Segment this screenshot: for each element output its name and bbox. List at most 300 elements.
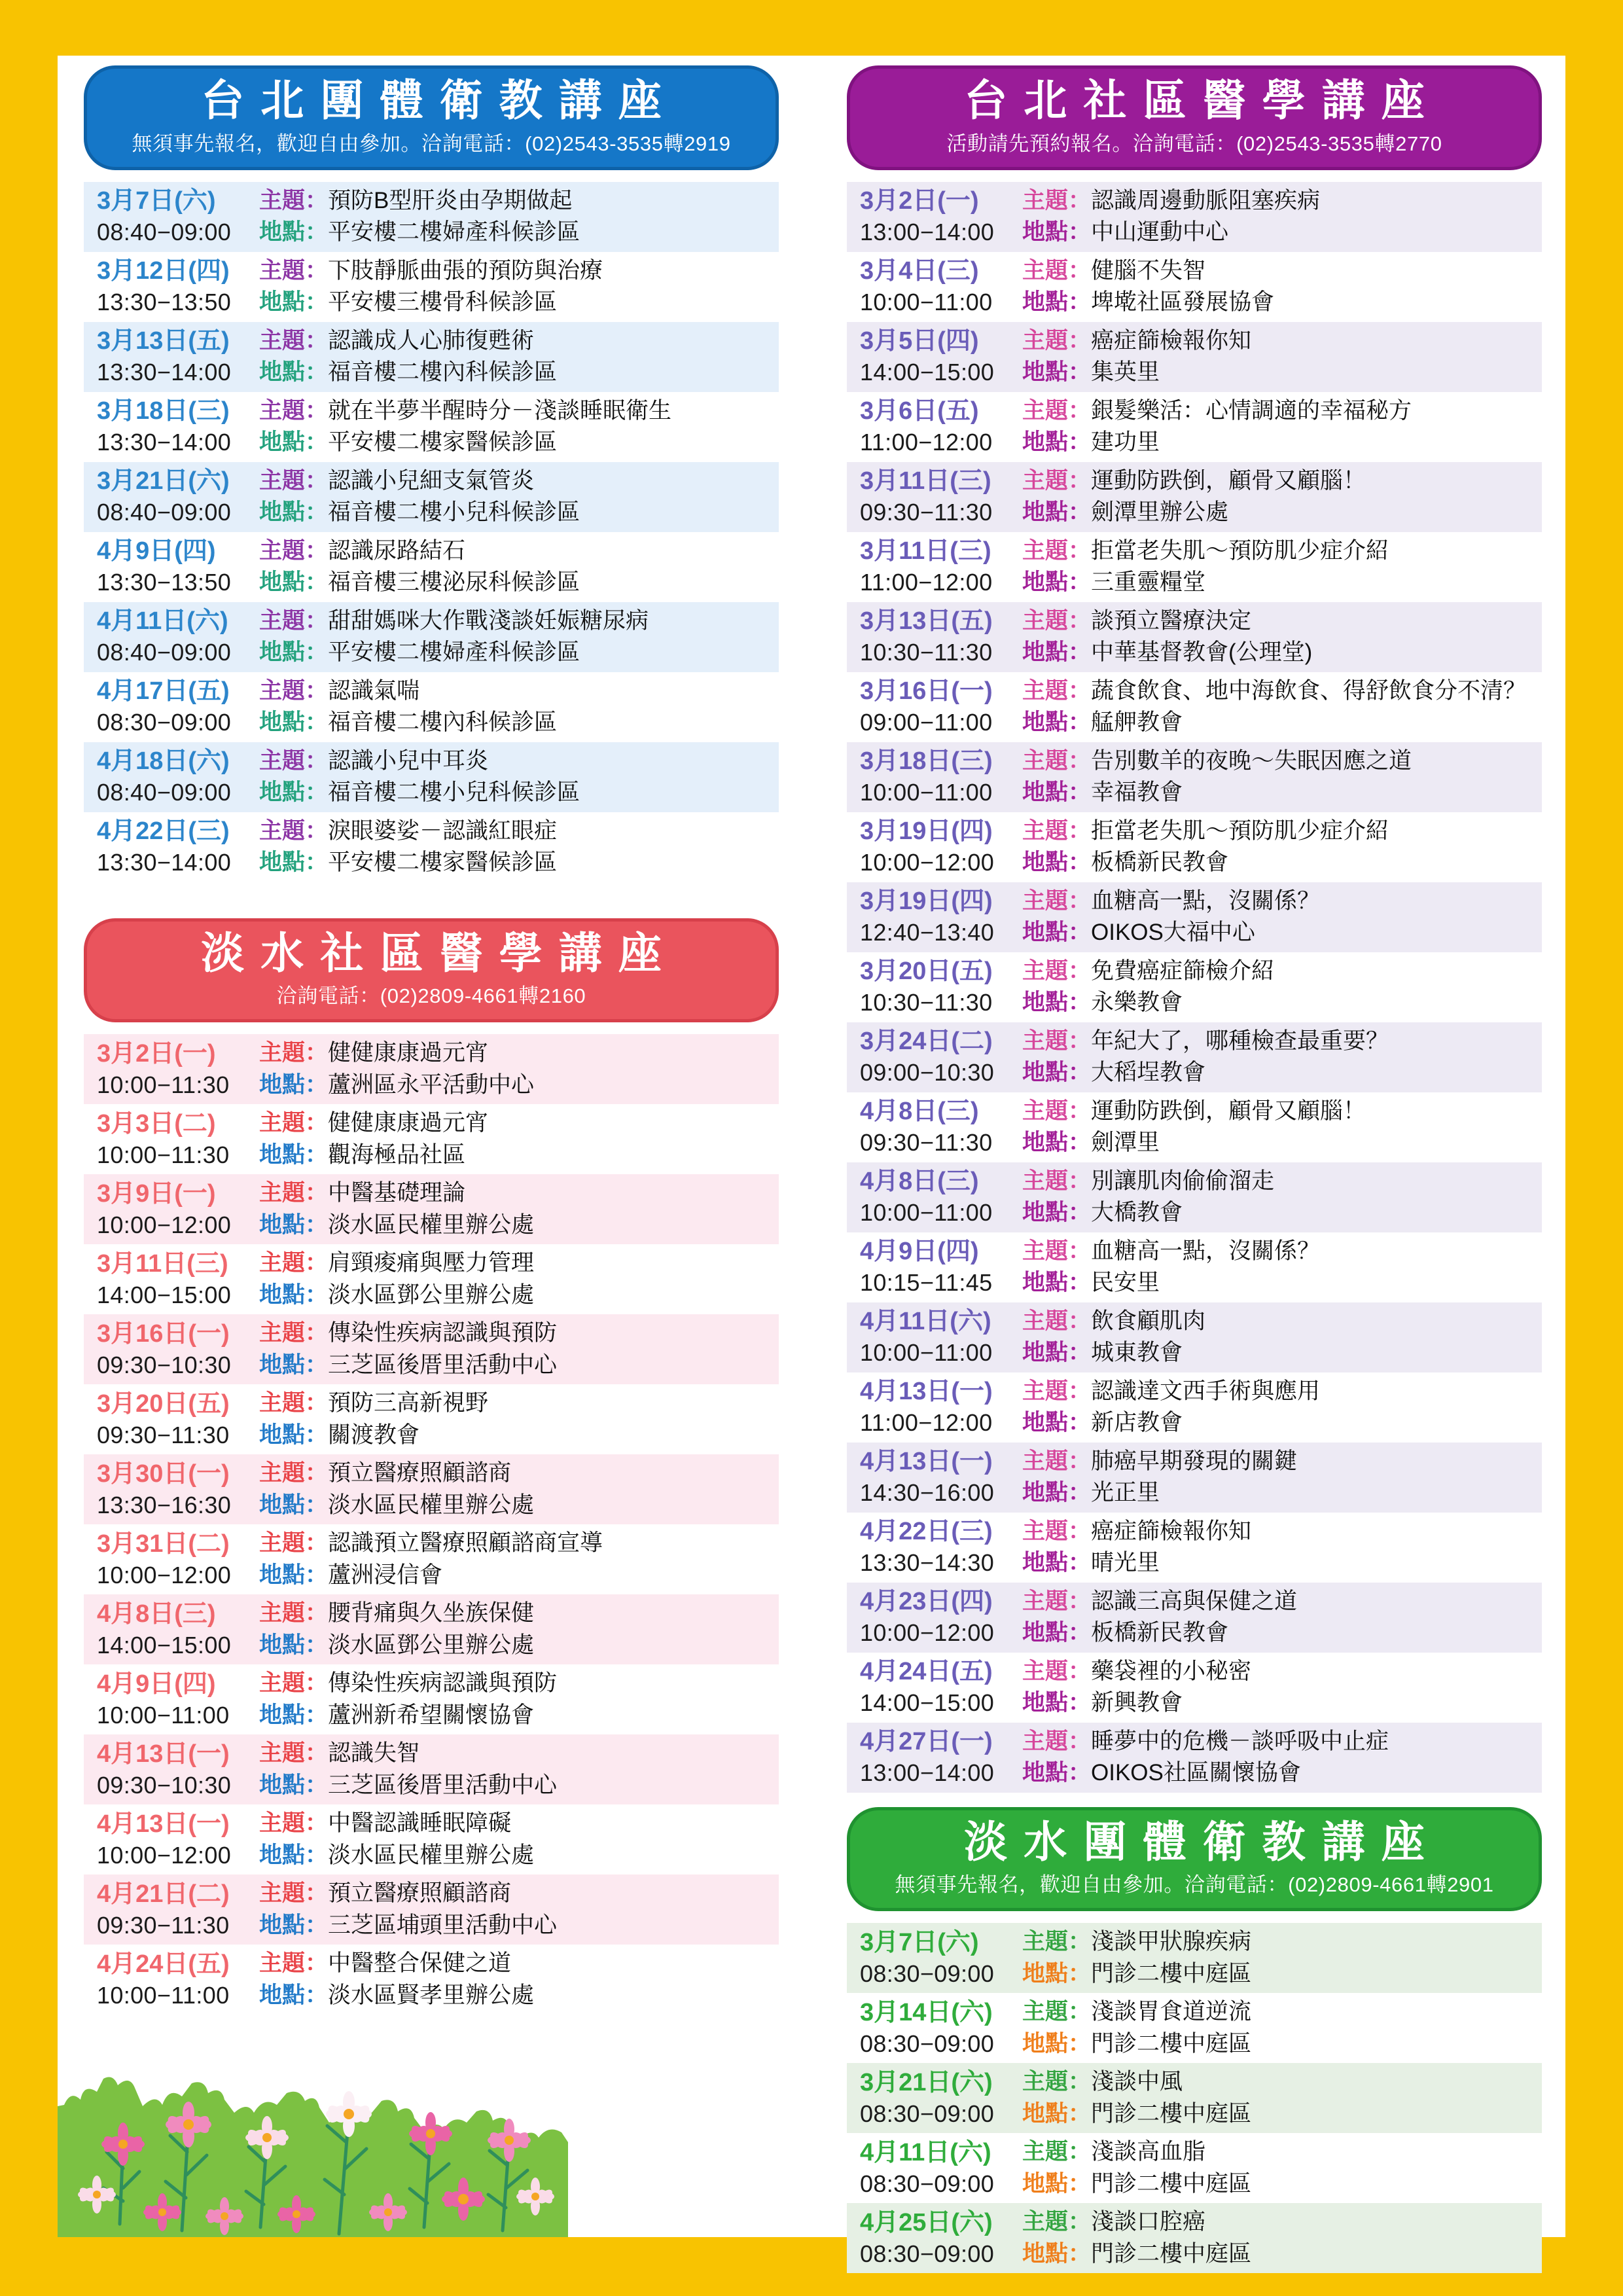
- topic-label: 主題：: [259, 467, 329, 493]
- entry-details: [1022, 816, 1535, 879]
- topic-label: 主題：: [259, 1740, 329, 1767]
- topic-label: 主題：: [259, 1670, 329, 1696]
- location-line: [1022, 987, 1535, 1018]
- entry-location: 劍潭里: [1091, 1130, 1160, 1156]
- topic-label: 主題：: [1022, 1098, 1092, 1124]
- location-label: 地點：: [1022, 850, 1092, 876]
- entry-date: 3月18日(三): [97, 397, 230, 425]
- entry-location: 三重靈糧堂: [1091, 569, 1206, 596]
- schedule-row: [847, 1092, 1542, 1162]
- right-column: [847, 65, 1542, 2273]
- entry-date: 3月2日(一): [860, 187, 979, 215]
- entry-topic: 認識成人心肺復甦術: [328, 327, 535, 353]
- entry-datetime: [97, 675, 259, 738]
- section-tamsui-group: [847, 1807, 1542, 2274]
- entry-datetime: [860, 1446, 1022, 1509]
- entry-date: 4月9日(四): [97, 537, 216, 565]
- section-subtitle: 洽詢電話：(02)2809-4661轉2160: [276, 984, 586, 1008]
- topic-label: 主題：: [259, 327, 329, 353]
- entry-topic: 年紀大了，哪種檢查最重要？: [1091, 1028, 1389, 1054]
- entry-details: [259, 605, 772, 669]
- topic-line: [1022, 675, 1535, 707]
- entry-date: 3月24日(二): [860, 1028, 993, 1055]
- entry-details: [1022, 1446, 1535, 1509]
- topic-label: 主題：: [259, 1530, 329, 1556]
- location-line: [259, 1630, 772, 1661]
- entry-topic: 拒當老失肌～預防肌少症介紹: [1091, 817, 1389, 844]
- entry-details: [259, 1388, 772, 1451]
- entry-date: 4月24日(五): [97, 1950, 230, 1978]
- entry-topic: 肩頸痠痛與壓力管理: [328, 1250, 535, 1276]
- topic-label: 主題：: [1022, 327, 1092, 353]
- topic-label: 主題：: [1022, 607, 1092, 634]
- location-line: [1022, 217, 1535, 248]
- entry-date: 3月20日(五): [860, 958, 993, 985]
- topic-label: 主題：: [1022, 2069, 1092, 2095]
- location-label: 地點：: [1022, 920, 1092, 946]
- location-line: [1022, 1197, 1535, 1229]
- entry-topic: 肺癌早期發現的關鍵: [1091, 1448, 1298, 1474]
- location-label: 地點：: [1022, 1760, 1092, 1786]
- entry-topic: 淺談甲狀腺疾病: [1091, 1929, 1252, 1955]
- entry-topic: 預防三高新視野: [328, 1390, 489, 1416]
- location-line: [1022, 1617, 1535, 1649]
- entry-date: 4月22日(三): [97, 817, 230, 845]
- entry-topic: 認識小兒中耳炎: [328, 747, 489, 774]
- location-line: [259, 1069, 772, 1101]
- entry-details: [1022, 2136, 1535, 2200]
- entry-details: [259, 325, 772, 389]
- location-label: 地點：: [1022, 1960, 1092, 1986]
- topic-label: 主題：: [1022, 2209, 1092, 2235]
- location-line: [1022, 847, 1535, 878]
- location-line: [1022, 1547, 1535, 1579]
- location-label: 地點：: [1022, 1550, 1092, 1576]
- entry-location: 平安樓二樓婦產科候診區: [328, 219, 580, 245]
- schedule-row: [847, 1583, 1542, 1653]
- entry-location: 大稻埕教會: [1091, 1060, 1206, 1086]
- entry-topic: 拒當老失肌～預防肌少症介紹: [1091, 537, 1389, 564]
- entry-time: 10:00−11:00: [860, 779, 993, 806]
- entry-datetime: [860, 395, 1022, 458]
- entry-date: 4月13日(一): [860, 1378, 993, 1405]
- topic-line: [1022, 395, 1535, 427]
- location-label: 地點：: [259, 639, 329, 666]
- entry-time: 10:00−11:30: [97, 1071, 230, 1098]
- topic-line: [1022, 2066, 1535, 2098]
- entry-time: 13:30−13:50: [97, 569, 232, 596]
- entry-topic: 淺談中風: [1091, 2069, 1183, 2095]
- entry-details: [259, 535, 772, 599]
- schedule-row: [84, 462, 779, 532]
- entry-topic: 預立醫療照顧諮商: [328, 1880, 512, 1907]
- topic-line: [1022, 1236, 1535, 1267]
- topic-label: 主題：: [259, 1460, 329, 1486]
- section-title: 台北團體衛教講座: [201, 76, 678, 124]
- entry-location: 平安樓二樓家醫候診區: [328, 429, 558, 456]
- topic-line: [1022, 185, 1535, 217]
- schedule-row: [84, 252, 779, 322]
- entry-time: 10:00−11:00: [860, 289, 993, 316]
- entry-location: OIKOS社區關懷協會: [1091, 1760, 1301, 1786]
- location-label: 地點：: [1022, 2030, 1092, 2056]
- entry-location: 集英里: [1091, 359, 1160, 386]
- entry-details: [259, 1318, 772, 1381]
- entry-details: [1022, 1726, 1535, 1789]
- entry-location: 門診二樓中庭區: [1091, 2030, 1252, 2056]
- schedule-row: [847, 672, 1542, 742]
- topic-line: [259, 605, 772, 637]
- entry-datetime: [860, 1927, 1022, 1990]
- location-label: 地點：: [259, 1912, 329, 1938]
- entry-topic: 認識預立醫療照顧諮商宣導: [328, 1530, 603, 1556]
- entry-topic: 認識小兒細支氣管炎: [328, 467, 535, 493]
- topic-label: 主題：: [259, 607, 329, 634]
- entry-details: [259, 1107, 772, 1171]
- schedule-row: [84, 392, 779, 462]
- entry-datetime: [97, 1528, 259, 1591]
- topic-label: 主題：: [259, 1880, 329, 1907]
- topic-line: [259, 325, 772, 357]
- entry-location: 三芝區埔頭里活動中心: [328, 1912, 558, 1938]
- topic-label: 主題：: [1022, 1929, 1092, 1955]
- entry-time: 08:30−09:00: [860, 1960, 995, 1987]
- schedule-row: [847, 602, 1542, 672]
- entry-datetime: [97, 1388, 259, 1451]
- location-line: [1022, 917, 1535, 948]
- entry-location: 光正里: [1091, 1480, 1160, 1506]
- entry-datetime: [860, 1656, 1022, 1719]
- entry-time: 10:00−12:00: [97, 1561, 232, 1588]
- location-label: 地點：: [1022, 1060, 1092, 1086]
- location-line: [259, 567, 772, 598]
- topic-line: [259, 1458, 772, 1489]
- entry-date: 3月12日(四): [97, 257, 230, 285]
- topic-label: 主題：: [259, 1320, 329, 1346]
- topic-line: [259, 1037, 772, 1069]
- entry-date: 4月23日(四): [860, 1588, 993, 1615]
- entry-datetime: [97, 605, 259, 668]
- topic-line: [1022, 1726, 1535, 1757]
- schedule-row: [847, 1022, 1542, 1092]
- entry-topic: 告別數羊的夜晚～失眠因應之道: [1091, 747, 1412, 774]
- entry-location: 門診二樓中庭區: [1091, 1960, 1252, 1986]
- entry-topic: 健健康康過元宵: [328, 1040, 489, 1066]
- schedule-row: [847, 1993, 1542, 2063]
- location-label: 地點：: [1022, 780, 1092, 806]
- schedule-row: [84, 1104, 779, 1174]
- entry-time: 13:30−13:50: [97, 289, 232, 316]
- location-label: 地點：: [259, 219, 329, 245]
- entry-datetime: [860, 1376, 1022, 1439]
- entry-location: 艋舺教會: [1091, 709, 1183, 736]
- entry-date: 3月16日(一): [860, 677, 993, 705]
- entry-datetime: [97, 816, 259, 878]
- topic-label: 主題：: [259, 1250, 329, 1276]
- entry-details: [1022, 535, 1535, 599]
- topic-label: 主題：: [259, 257, 329, 283]
- topic-line: [259, 1878, 772, 1909]
- entry-datetime: [97, 325, 259, 388]
- topic-label: 主題：: [1022, 677, 1092, 704]
- entry-date: 4月8日(三): [97, 1600, 216, 1628]
- location-line: [1022, 1477, 1535, 1509]
- entry-details: [259, 745, 772, 809]
- entry-details: [259, 1037, 772, 1101]
- section-subtitle: 活動請先預約報名。洽詢電話：(02)2543-3535轉2770: [946, 132, 1442, 155]
- location-label: 地點：: [259, 499, 329, 526]
- entry-time: 13:30−14:30: [860, 1549, 995, 1577]
- entry-details: [259, 1668, 772, 1731]
- schedule-row: [847, 1923, 1542, 1993]
- entry-location: 門診二樓中庭區: [1091, 2170, 1252, 2197]
- entry-location: 劍潭里辦公處: [1091, 499, 1229, 526]
- topic-line: [259, 1528, 772, 1559]
- entry-topic: 傳染性疾病認識與預防: [328, 1320, 558, 1346]
- entry-date: 3月11日(三): [860, 537, 991, 565]
- section-taipei-group: [84, 65, 779, 882]
- entry-time: 09:30−10:30: [97, 1771, 232, 1799]
- topic-line: [1022, 1656, 1535, 1687]
- topic-label: 主題：: [259, 1040, 329, 1066]
- entry-topic: 癌症篩檢報你知: [1091, 327, 1252, 353]
- schedule-list: [84, 182, 779, 882]
- entry-topic: 睡夢中的危機－談呼吸中止症: [1091, 1728, 1389, 1754]
- entry-location: 新興教會: [1091, 1690, 1183, 1716]
- entry-details: [259, 1948, 772, 2011]
- topic-label: 主題：: [259, 537, 329, 564]
- entry-time: 09:00−10:30: [860, 1059, 995, 1086]
- entry-topic: 銀髮樂活：心情調適的幸福秘方: [1091, 397, 1412, 423]
- schedule-row: [847, 812, 1542, 882]
- entry-time: 13:30−14:00: [97, 429, 232, 456]
- entry-topic: 就在半夢半醒時分－淺談睡眠衛生: [328, 397, 672, 423]
- entry-topic: 免費癌症篩檢介紹: [1091, 958, 1275, 984]
- topic-label: 主題：: [1022, 187, 1092, 213]
- location-label: 地點：: [1022, 1270, 1092, 1296]
- schedule-row: [84, 1174, 779, 1244]
- entry-datetime: [860, 2137, 1022, 2200]
- entry-details: [259, 1528, 772, 1591]
- entry-date: 3月13日(五): [97, 327, 230, 355]
- section-title: 淡水團體衛教講座: [964, 1817, 1441, 1866]
- entry-time: 14:00−15:00: [97, 1631, 232, 1659]
- entry-topic: 認識三高與保健之道: [1091, 1588, 1298, 1614]
- topic-label: 主題：: [1022, 397, 1092, 423]
- topic-label: 主題：: [1022, 1728, 1092, 1754]
- entry-location: 永樂教會: [1091, 990, 1183, 1016]
- entry-details: [1022, 255, 1535, 319]
- section-taipei-community: [847, 65, 1542, 1793]
- location-label: 地點：: [259, 429, 329, 456]
- entry-topic: 預立醫療照顧諮商: [328, 1460, 512, 1486]
- schedule-row: [847, 1443, 1542, 1513]
- topic-line: [259, 816, 772, 847]
- entry-details: [1022, 395, 1535, 459]
- entry-location: OIKOS大福中心: [1091, 920, 1255, 946]
- entry-time: 14:00−15:00: [860, 1689, 995, 1717]
- location-line: [259, 1770, 772, 1801]
- topic-line: [259, 1738, 772, 1769]
- schedule-row: [847, 882, 1542, 952]
- location-line: [259, 1910, 772, 1941]
- entry-time: 09:00−11:00: [860, 709, 993, 736]
- location-line: [1022, 1407, 1535, 1439]
- entry-time: 13:00−14:00: [860, 219, 995, 246]
- entry-topic: 蔬食飲食、地中海飲食、得舒飲食分不清？: [1091, 677, 1527, 704]
- location-label: 地點：: [259, 1352, 329, 1378]
- topic-label: 主題：: [1022, 467, 1092, 493]
- location-line: [259, 1980, 772, 2011]
- location-label: 地點：: [1022, 1480, 1092, 1506]
- entry-time: 10:15−11:45: [860, 1269, 993, 1297]
- topic-line: [1022, 1586, 1535, 1617]
- entry-datetime: [860, 465, 1022, 528]
- entry-topic: 談預立醫療決定: [1091, 607, 1252, 634]
- topic-label: 主題：: [259, 817, 329, 844]
- topic-label: 主題：: [259, 1180, 329, 1206]
- entry-time: 08:40−09:00: [97, 639, 232, 666]
- schedule-row: [847, 462, 1542, 532]
- schedule-row: [847, 952, 1542, 1022]
- location-label: 地點：: [1022, 429, 1092, 456]
- topic-line: [1022, 816, 1535, 847]
- location-label: 地點：: [259, 1282, 329, 1308]
- entry-location: 蘆洲區永平活動中心: [328, 1071, 535, 1098]
- entry-details: [259, 1458, 772, 1521]
- entry-details: [259, 185, 772, 249]
- schedule-row: [84, 1874, 779, 1945]
- schedule-row: [847, 2203, 1542, 2273]
- entry-datetime: [860, 1516, 1022, 1579]
- schedule-row: [84, 532, 779, 602]
- entry-location: 蘆洲浸信會: [328, 1562, 443, 1588]
- entry-datetime: [97, 255, 259, 318]
- entry-time: 13:00−14:00: [860, 1759, 995, 1787]
- topic-line: [1022, 535, 1535, 567]
- topic-label: 主題：: [1022, 1658, 1092, 1684]
- entry-time: 10:30−11:30: [860, 989, 993, 1016]
- topic-label: 主題：: [259, 677, 329, 704]
- entry-time: 08:30−09:00: [860, 2240, 995, 2267]
- topic-line: [259, 1247, 772, 1279]
- entry-location: 板橋新民教會: [1091, 850, 1229, 876]
- entry-location: 蘆洲新希望關懷協會: [328, 1702, 535, 1728]
- topic-line: [1022, 325, 1535, 357]
- topic-label: 主題：: [1022, 1168, 1092, 1194]
- location-label: 地點：: [259, 709, 329, 736]
- schedule-row: [84, 1594, 779, 1664]
- topic-line: [1022, 2136, 1535, 2168]
- entry-date: 3月21日(六): [860, 2068, 993, 2096]
- entry-date: 3月18日(三): [860, 747, 993, 775]
- entry-date: 3月9日(一): [97, 1179, 216, 1208]
- location-line: [1022, 357, 1535, 388]
- location-line: [259, 1350, 772, 1381]
- entry-details: [1022, 185, 1535, 249]
- location-line: [1022, 1057, 1535, 1088]
- location-label: 地點：: [259, 1702, 329, 1728]
- topic-line: [259, 1177, 772, 1209]
- location-line: [1022, 1127, 1535, 1158]
- entry-datetime: [860, 1166, 1022, 1229]
- entry-location: 福音樓二樓內科候診區: [328, 359, 558, 386]
- entry-time: 10:00−12:00: [97, 1841, 232, 1869]
- entry-date: 4月11日(六): [97, 607, 228, 635]
- entry-topic: 預防B型肝炎由孕期做起: [328, 187, 573, 213]
- entry-datetime: [860, 325, 1022, 388]
- location-label: 地點：: [259, 1842, 329, 1868]
- entry-date: 4月24日(五): [860, 1658, 993, 1685]
- location-line: [259, 1420, 772, 1451]
- entry-location: 淡水區民權里辦公處: [328, 1211, 535, 1238]
- entry-datetime: [860, 1236, 1022, 1299]
- entry-details: [259, 1177, 772, 1241]
- entry-datetime: [860, 1306, 1022, 1369]
- entry-location: 三芝區後厝里活動中心: [328, 1772, 558, 1798]
- topic-label: 主題：: [259, 747, 329, 774]
- entry-time: 13:30−16:30: [97, 1491, 232, 1518]
- topic-line: [1022, 255, 1535, 287]
- column-spacer: [84, 882, 779, 918]
- topic-line: [1022, 1996, 1535, 2028]
- schedule-row: [84, 602, 779, 672]
- schedule-row: [84, 1244, 779, 1314]
- entry-location: 淡水區民權里辦公處: [328, 1842, 535, 1868]
- location-line: [1022, 2238, 1535, 2270]
- entry-time: 10:00−11:00: [97, 1981, 230, 2009]
- entry-date: 4月8日(三): [860, 1168, 979, 1195]
- section-header-taipei-group: [84, 65, 779, 170]
- entry-date: 3月7日(六): [860, 1928, 979, 1956]
- entry-time: 11:00−12:00: [860, 429, 993, 456]
- topic-line: [259, 745, 772, 777]
- location-label: 地點：: [259, 1141, 329, 1168]
- entry-date: 3月11日(三): [860, 467, 991, 495]
- entry-location: 埤墘社區發展協會: [1091, 289, 1275, 315]
- entry-location: 福音樓二樓小兒科候診區: [328, 780, 580, 806]
- schedule-row: [84, 322, 779, 392]
- location-label: 地點：: [259, 1492, 329, 1518]
- topic-label: 主題：: [1022, 888, 1092, 914]
- location-line: [1022, 287, 1535, 318]
- entry-location: 平安樓三樓骨科候診區: [328, 289, 558, 315]
- entry-location: 新店教會: [1091, 1410, 1183, 1436]
- schedule-list: [847, 1923, 1542, 2273]
- location-label: 地點：: [259, 850, 329, 876]
- location-label: 地點：: [1022, 499, 1092, 526]
- entry-details: [1022, 605, 1535, 669]
- location-label: 地點：: [259, 1982, 329, 2008]
- topic-line: [259, 675, 772, 707]
- topic-line: [1022, 956, 1535, 987]
- schedule-row: [84, 1314, 779, 1384]
- topic-line: [259, 1668, 772, 1699]
- schedule-row: [84, 1524, 779, 1594]
- entry-topic: 認識周邊動脈阻塞疾病: [1091, 187, 1321, 213]
- location-line: [259, 707, 772, 738]
- topic-line: [259, 465, 772, 497]
- entry-details: [1022, 1656, 1535, 1719]
- entry-details: [1022, 1516, 1535, 1579]
- location-label: 地點：: [1022, 1200, 1092, 1226]
- topic-line: [259, 395, 772, 427]
- entry-date: 4月9日(四): [97, 1670, 216, 1698]
- entry-location: 淡水區民權里辦公處: [328, 1492, 535, 1518]
- topic-line: [259, 1598, 772, 1629]
- entry-details: [1022, 325, 1535, 389]
- entry-datetime: [860, 535, 1022, 598]
